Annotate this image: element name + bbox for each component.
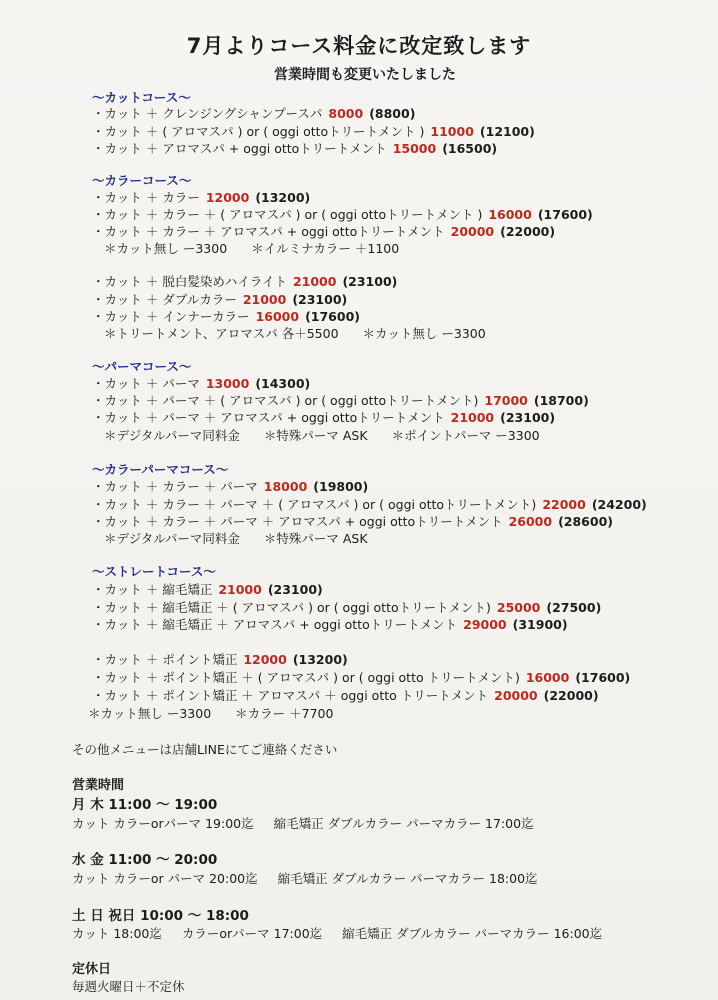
hours-days: 土 日 祝日 10:00 〜 18:00 [72, 908, 249, 924]
price-line: ・カット ＋ 脱白髪染めハイライト 21000 (23100) [92, 274, 398, 289]
section-header-color-perm: 〜カラーパーマコース〜 [92, 462, 229, 477]
price-line: ・カット ＋ カラー ＋ パーマ 18000 (19800) [92, 479, 369, 494]
section-header-straight: 〜ストレートコース〜 [92, 564, 216, 579]
price-line: ・カット ＋ ポイント矯正 ＋ アロマスパ ＋ oggi otto トリートメント 20000 (22000) [92, 688, 599, 703]
hours-last-order: カット 18:00迄 カラーorパーマ 17:00迄 縮毛矯正 ダブルカラー パーマカラー 16:00迄 [72, 926, 603, 941]
hours-last-order: カット カラーor パーマ 20:00迄 縮毛矯正 ダブルカラー パーマカラー 18:00迄 [72, 871, 538, 886]
course-note: ＊カット無し ー3300 ＊カラー ＋7700 [88, 706, 334, 721]
price-line: ・カット ＋ インナーカラー 16000 (17600) [92, 309, 360, 324]
other-menu-note: その他メニューは店舗LINEにてご連絡ください [72, 742, 338, 757]
price-line: ・カット ＋ カラー ＋ アロマスパ + oggi ottoトリートメント 20000 (22000) [92, 224, 556, 239]
price-line: ・カット ＋ パーマ ＋ ( アロマスパ ) or ( oggi ottoトリートメント) 17000 (18700) [92, 393, 589, 408]
course-note: ＊デジタルパーマ同料金 ＊特殊パーマ ASK ＊ポイントパーマ ー3300 [104, 428, 540, 443]
course-note: ＊デジタルパーマ同料金 ＊特殊パーマ ASK [104, 531, 368, 546]
price-line: ・カット ＋ 縮毛矯正 ＋ ( アロマスパ ) or ( oggi ottoトリートメント) 25000 (27500) [92, 600, 602, 615]
price-line: ・カット ＋ カラー 12000 (13200) [92, 190, 311, 205]
price-line: ・カット ＋ ( アロマスパ ) or ( oggi ottoトリートメント ) 11000 (12100) [92, 124, 535, 139]
hours-last-order: カット カラーorパーマ 19:00迄 縮毛矯正 ダブルカラー パーマカラー 17:00迄 [72, 816, 534, 831]
price-line: ・カット ＋ 縮毛矯正 ＋ アロマスパ + oggi ottoトリートメント 29000 (31900) [92, 617, 568, 632]
holiday-header: 定休日 [72, 962, 112, 977]
section-header-color: 〜カラーコース〜 [92, 173, 192, 188]
holiday-text: 毎週火曜日＋不定休 [72, 979, 185, 994]
section-header-cut: 〜カットコース〜 [92, 90, 191, 105]
hours-header: 営業時間 [72, 778, 125, 793]
price-line: ・カット ＋ アロマスパ + oggi ottoトリートメント 15000 (16500) [92, 141, 498, 156]
course-note: ＊トリートメント、アロマスパ 各＋5500 ＊カット無し ー3300 [104, 326, 486, 341]
price-line: ・カット ＋ 縮毛矯正 21000 (23100) [92, 582, 323, 597]
price-line: ・カット ＋ ダブルカラー 21000 (23100) [92, 292, 348, 307]
price-line: ・カット ＋ パーマ 13000 (14300) [92, 376, 311, 391]
price-line: ・カット ＋ ポイント矯正 ＋ ( アロマスパ ) or ( oggi otto トリートメント) 16000 (17600) [92, 670, 631, 685]
price-line: ・カット ＋ クレンジングシャンプースパ 8000 (8800) [92, 106, 416, 121]
hours-days: 月 木 11:00 〜 19:00 [72, 797, 218, 813]
price-line: ・カット ＋ パーマ ＋ アロマスパ + oggi ottoトリートメント 21000 (23100) [92, 410, 556, 425]
page-subtitle: 営業時間も変更いたしました [274, 67, 456, 83]
page-title: 7月よりコース料金に改定致します [186, 34, 532, 58]
price-line: ・カット ＋ カラー ＋ ( アロマスパ ) or ( oggi ottoトリートメント ) 16000 (17600) [92, 207, 593, 222]
price-line: ・カット ＋ カラー ＋ パーマ ＋ ( アロマスパ ) or ( oggi ottoトリートメント) 22000 (24200) [92, 497, 647, 512]
course-note: ＊カット無し ー3300 ＊イルミナカラー ＋1100 [104, 241, 400, 256]
hours-days: 水 金 11:00 〜 20:00 [72, 852, 218, 868]
section-header-perm: 〜パーマコース〜 [92, 359, 192, 374]
price-line: ・カット ＋ ポイント矯正 12000 (13200) [92, 652, 348, 667]
price-line: ・カット ＋ カラー ＋ パーマ ＋ アロマスパ + oggi ottoトリートメント 26000 (28600) [92, 514, 613, 529]
